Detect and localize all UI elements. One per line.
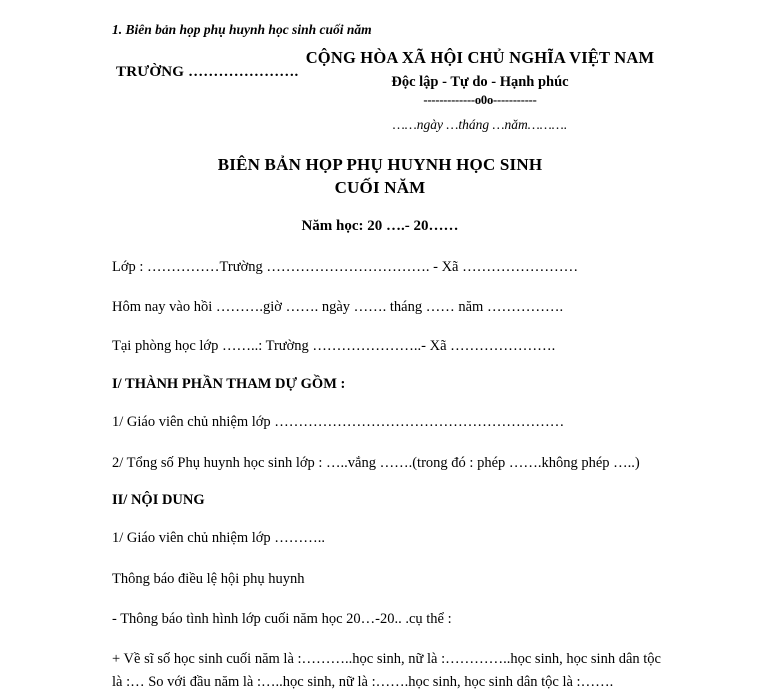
divider-dashes: -------------o0o----------- (423, 93, 537, 107)
info-line-class-school: Lớp : ……………Trường ……………………………. - Xã …………………… (112, 258, 579, 275)
document-body (112, 257, 672, 693)
section-2-item-2: Thông báo điều lệ hội phụ huynh (112, 570, 305, 587)
nation-title: CỘNG HÒA XÃ HỘI CHỦ NGHĨA VIỆT NAM (305, 48, 655, 67)
section-2-item-1: 1/ Giáo viên chủ nhiệm lớp ……….. (112, 530, 326, 547)
main-title-line-1: BIÊN BẢN HỌP PHỤ HUYNH HỌC SINH (217, 155, 543, 174)
document-heading: 1. Biên bản họp phụ huynh học sinh cuối năm (112, 22, 372, 37)
national-heading-block (300, 48, 660, 133)
section-1-item-2: 2/ Tổng số Phụ huynh học sinh lớp : …..vắng …….(trong đó : phép …….không phép …..) (112, 454, 640, 471)
document-header (0, 48, 760, 144)
document-page (0, 22, 760, 690)
section-1-heading: I/ THÀNH PHẦN THAM DỰ GỒM : (112, 376, 346, 393)
national-motto: Độc lập - Tự do - Hạnh phúc (391, 74, 569, 90)
date-placeholder-line: ……ngày …tháng …năm………. (392, 117, 568, 132)
info-line-location: Tại phòng học lớp ……..: Trường …………………..- Xã …………………. (112, 338, 556, 355)
main-title (0, 154, 760, 200)
section-2-item-4: + Về sĩ số học sinh cuối năm là :………..học sinh, nữ là :…………..học sinh, học sinh dân tộc là :… So với đầu năm là :…..học sinh, nữ là :…….học sinh, học sinh dân tộc là :……. (112, 651, 661, 690)
school-name-field: TRƯỜNG …………………. (116, 64, 299, 80)
section-2-item-3: - Thông báo tình hình lớp cuối năm học 20…-20.. .cụ thể : (112, 611, 452, 627)
section-1-item-1: 1/ Giáo viên chủ nhiệm lớp …………………………………………………… (112, 414, 565, 431)
section-2-heading: II/ NỘI DUNG (112, 492, 205, 509)
school-year-line: Năm học: 20 ….- 20…… (301, 217, 459, 234)
info-line-time: Hôm nay vào hồi ……….giờ ……. ngày ……. tháng …… năm ……………. (112, 298, 564, 315)
main-title-line-2: CUỐI NĂM (334, 177, 426, 197)
